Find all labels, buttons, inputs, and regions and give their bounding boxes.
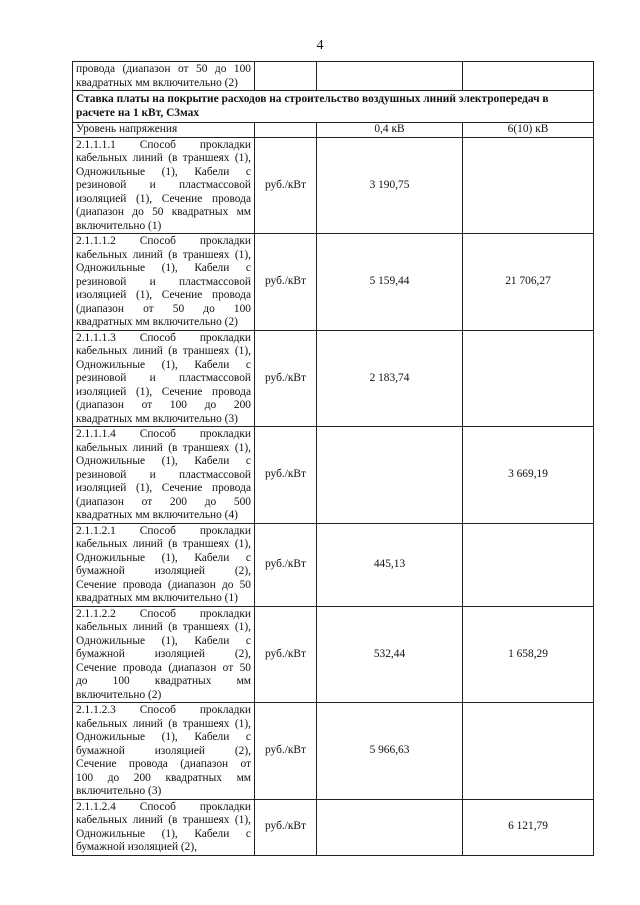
unit-cell: руб./кВт <box>255 330 317 427</box>
table-row <box>73 62 594 91</box>
description-line: квадратных мм включительно (1) <box>76 592 238 604</box>
description-line: бумажной изоляцией (2), <box>76 565 251 577</box>
value-04kv-cell: 5 159,44 <box>317 234 463 331</box>
unit-cell: руб./кВт <box>255 234 317 331</box>
description-line: бумажной изоляцией (2), <box>76 841 198 853</box>
value-610kv-cell: 3 669,19 <box>463 427 594 524</box>
value-04kv-cell: 532,44 <box>317 606 463 703</box>
section-title-row <box>73 91 594 123</box>
value-04kv-cell <box>317 799 463 855</box>
value-04kv-cell <box>317 427 463 524</box>
description-line: изоляцией (1), Сечение провода <box>76 385 251 398</box>
unit-cell: руб./кВт <box>255 703 317 800</box>
description-line: Сечение провода (диапазон от 50 <box>76 661 251 674</box>
description-line: 2.1.1.2.4 Способ прокладки <box>76 800 251 813</box>
description-line: кабельных линий (в траншеях (1), <box>76 717 251 730</box>
description-line: 100 до 200 квадратных мм <box>76 771 251 784</box>
description-line: 2.1.1.1.3 Способ прокладки <box>76 331 251 344</box>
description-line: кабельных линий (в траншеях (1), <box>76 345 251 357</box>
description-line: 2.1.1.1.2 Способ прокладки <box>76 235 251 247</box>
description-line: резиновой и пластмассовой <box>76 179 251 191</box>
description-line: квадратных мм включительно (3) <box>76 412 238 425</box>
description-line: кабельных линий (в траншеях (1), <box>76 248 251 261</box>
value-610kv-cell: 1 658,29 <box>463 606 594 703</box>
description-line: включительно (2) <box>76 688 162 701</box>
unit-cell: руб./кВт <box>255 523 317 606</box>
unit-cell: руб./кВт <box>255 606 317 703</box>
description-line: (диапазон от 50 до 100 <box>76 302 251 315</box>
value-610kv-cell <box>463 62 594 91</box>
value-04kv-cell: 5 966,63 <box>317 703 463 800</box>
description-line: Одножильные (1), Кабели с <box>76 358 251 371</box>
description-line: кабельных линий (в траншеях (1), <box>76 152 251 164</box>
description-line: Одножильные (1), Кабели с <box>76 634 251 647</box>
description-line: бумажной изоляцией (2), <box>76 744 251 757</box>
header-level: Уровень напряжения <box>73 123 255 138</box>
row-description <box>73 330 255 427</box>
description-line: бумажной изоляцией (2), <box>76 648 251 660</box>
value-610kv-cell <box>463 137 594 234</box>
description-line: кабельных линий (в траншеях (1), <box>76 538 251 550</box>
header-row <box>73 123 594 138</box>
description-line: 2.1.1.2.3 Способ прокладки <box>76 704 251 716</box>
description-line: изоляцией (1), Сечение провода <box>76 482 251 494</box>
row-description <box>73 137 255 234</box>
table-row <box>73 427 594 524</box>
description-line: (диапазон до 50 квадратных мм <box>76 206 251 218</box>
description-line: Одножильные (1), Кабели с <box>76 551 251 564</box>
description-line: Одножильные (1), Кабели с <box>76 262 251 274</box>
value-610kv-cell: 6 121,79 <box>463 799 594 855</box>
description-line: Одножильные (1), Кабели с <box>76 731 251 743</box>
table-row <box>73 523 594 606</box>
value-04kv-cell: 3 190,75 <box>317 137 463 234</box>
unit-cell <box>255 62 317 91</box>
description-line: (диапазон от 100 до 200 <box>76 399 251 411</box>
description-line: включительно (3) <box>76 785 162 797</box>
description-line: квадратных мм включительно (2) <box>76 316 238 328</box>
unit-cell: руб./кВт <box>255 799 317 855</box>
row-description <box>73 703 255 800</box>
description-line: квадратных мм включительно (2) <box>76 76 238 89</box>
row-description <box>73 606 255 703</box>
row-description <box>73 427 255 524</box>
tariff-table <box>72 61 594 856</box>
header-610kv: 6(10) кВ <box>463 123 594 138</box>
unit-cell: руб./кВт <box>255 427 317 524</box>
table-row <box>73 137 594 234</box>
row-description <box>73 62 255 91</box>
description-line: 2.1.1.1.1 Способ прокладки <box>76 138 251 151</box>
description-line: резиновой и пластмассовой <box>76 468 251 481</box>
row-description <box>73 799 255 855</box>
table-row <box>73 703 594 800</box>
description-line: Одножильные (1), Кабели с <box>76 165 251 178</box>
header-04kv: 0,4 кВ <box>317 123 463 138</box>
description-line: (диапазон от 200 до 500 <box>76 495 251 508</box>
value-04kv-cell: 445,13 <box>317 523 463 606</box>
description-line: Сечение провода (диапазон до 50 <box>76 578 251 591</box>
page-number: 4 <box>316 38 324 53</box>
table-row <box>73 330 594 427</box>
header-empty <box>255 123 317 138</box>
value-610kv-cell: 21 706,27 <box>463 234 594 331</box>
value-610kv-cell <box>463 330 594 427</box>
description-line: Одножильные (1), Кабели с <box>76 827 251 840</box>
description-line: кабельных линий (в траншеях (1), <box>76 441 251 454</box>
value-04kv-cell: 2 183,74 <box>317 330 463 427</box>
table-row <box>73 606 594 703</box>
description-line: до 100 квадратных мм <box>76 675 251 687</box>
description-line: изоляцией (1), Сечение провода <box>76 192 251 205</box>
description-line: 2.1.1.2.1 Способ прокладки <box>76 524 251 537</box>
row-description <box>73 234 255 331</box>
row-description <box>73 523 255 606</box>
description-line: включительно (1) <box>76 219 162 232</box>
description-line: 2.1.1.1.4 Способ прокладки <box>76 428 251 440</box>
description-line: Одножильные (1), Кабели с <box>76 455 251 467</box>
description-line: кабельных линий (в траншеях (1), <box>76 621 251 633</box>
table-row <box>73 234 594 331</box>
section-title: Ставка платы на покрытие расходов на строительство воздушных линий электропередач в расчете на 1 кВт, С3мах <box>73 91 594 123</box>
description-line: резиновой и пластмассовой <box>76 372 251 384</box>
value-610kv-cell <box>463 523 594 606</box>
value-610kv-cell <box>463 703 594 800</box>
description-line: изоляцией (1), Сечение провода <box>76 289 251 301</box>
unit-cell: руб./кВт <box>255 137 317 234</box>
description-line: кабельных линий (в траншеях (1), <box>76 814 251 826</box>
table-row <box>73 799 594 855</box>
description-line: провода (диапазон от 50 до 100 <box>76 63 251 75</box>
description-line: резиновой и пластмассовой <box>76 275 251 288</box>
value-04kv-cell <box>317 62 463 91</box>
description-line: квадратных мм включительно (4) <box>76 509 238 521</box>
description-line: 2.1.1.2.2 Способ прокладки <box>76 607 251 620</box>
description-line: Сечение провода (диапазон от <box>76 758 251 770</box>
